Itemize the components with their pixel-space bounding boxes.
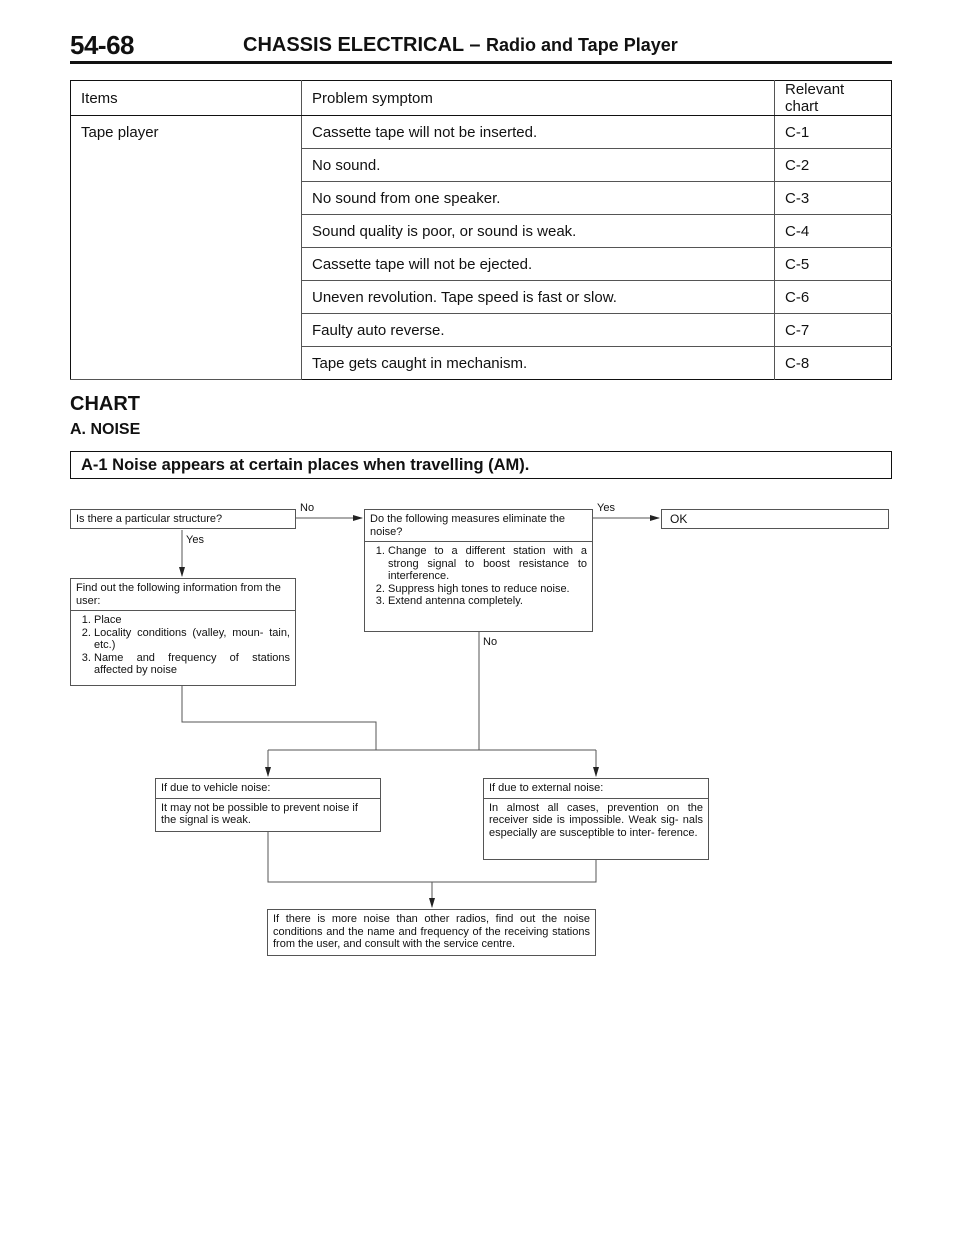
question-measures-eliminate xyxy=(364,509,593,632)
vehicle-noise-heading: If due to vehicle noise: xyxy=(156,779,380,799)
label-no-2: No xyxy=(483,636,498,648)
chart-ref-cell: C-5 xyxy=(775,248,892,281)
question-text: Is there a particular structure? xyxy=(76,513,223,525)
list-item: 3. Extend antenna completely. xyxy=(388,595,587,608)
chart-heading: CHART xyxy=(70,393,140,415)
symptom-cell: Tape gets caught in mechanism. xyxy=(302,347,775,380)
vehicle-noise-box xyxy=(155,778,381,832)
label-no-1: No xyxy=(300,502,315,514)
consult-service-centre-box xyxy=(267,909,596,956)
list-item: 1. Place xyxy=(94,614,290,627)
symptom-cell: Sound quality is poor, or sound is weak. xyxy=(302,215,775,248)
column-header-chart: Relevant chart xyxy=(775,81,892,116)
final-text: If there is more noise than other radios, find out the noise conditions and the name and frequency of the receiving stations from the user, and consult with the service centre. xyxy=(273,913,590,950)
chart-ref-cell: C-2 xyxy=(775,149,892,182)
chart-ref-cell: C-1 xyxy=(775,116,892,149)
page-number: 54-68 xyxy=(70,30,134,60)
chart-ref-cell: C-3 xyxy=(775,182,892,215)
chart-ref-cell: C-6 xyxy=(775,281,892,314)
external-noise-heading: If due to external noise: xyxy=(484,779,708,799)
symptom-cell: Uneven revolution. Tape speed is fast or slow. xyxy=(302,281,775,314)
subsection-name: Radio and Tape Player xyxy=(486,35,678,55)
chart-ref-cell: C-4 xyxy=(775,215,892,248)
symptom-cell: Cassette tape will not be ejected. xyxy=(302,248,775,281)
list-item: 3. Name and frequency of stations affected by noise xyxy=(94,652,290,677)
symptom-cell: Cassette tape will not be inserted. xyxy=(302,116,775,149)
title-separator: – xyxy=(469,34,481,56)
measures-list xyxy=(365,542,592,611)
info-list xyxy=(71,611,295,680)
list-item: 2. Suppress high tones to reduce noise. xyxy=(388,583,587,596)
line-info-merge xyxy=(182,686,376,750)
ok-result xyxy=(661,509,889,529)
label-yes-2: Yes xyxy=(597,502,615,514)
info-heading: Find out the following information from the user: xyxy=(71,579,295,611)
ok-text: OK xyxy=(670,512,688,526)
noise-heading: A. NOISE xyxy=(70,421,141,438)
user-information-box xyxy=(70,578,296,686)
label-yes-1: Yes xyxy=(186,534,204,546)
item-cell: Tape player xyxy=(71,116,302,380)
question-text: Do the following measures eliminate the noise? xyxy=(365,510,592,542)
symptom-cell: No sound from one speaker. xyxy=(302,182,775,215)
symptom-cell: Faulty auto reverse. xyxy=(302,314,775,347)
external-noise-text: In almost all cases, prevention on the receiver side is impossible. Weak sig- nals especially are susceptible to inter- ference. xyxy=(489,801,703,839)
external-noise-box xyxy=(483,778,709,860)
list-item: 1. Change to a different station with a strong signal to boost resistance to interference. xyxy=(388,545,587,583)
flow-title-text: A-1 Noise appears at certain places when travelling (AM). xyxy=(81,456,530,474)
column-header-items: Items xyxy=(71,81,302,116)
column-header-symptom: Problem symptom xyxy=(302,81,775,116)
chart-ref-cell: C-7 xyxy=(775,314,892,347)
symptom-cell: No sound. xyxy=(302,149,775,182)
chart-ref-cell: C-8 xyxy=(785,354,810,372)
section-name: CHASSIS ELECTRICAL xyxy=(243,34,464,56)
vehicle-noise-text: It may not be possible to prevent noise if the signal is weak. xyxy=(161,801,358,826)
question-particular-structure xyxy=(70,509,296,529)
list-item: 2. Locality conditions (valley, moun- tain, etc.) xyxy=(94,627,290,652)
